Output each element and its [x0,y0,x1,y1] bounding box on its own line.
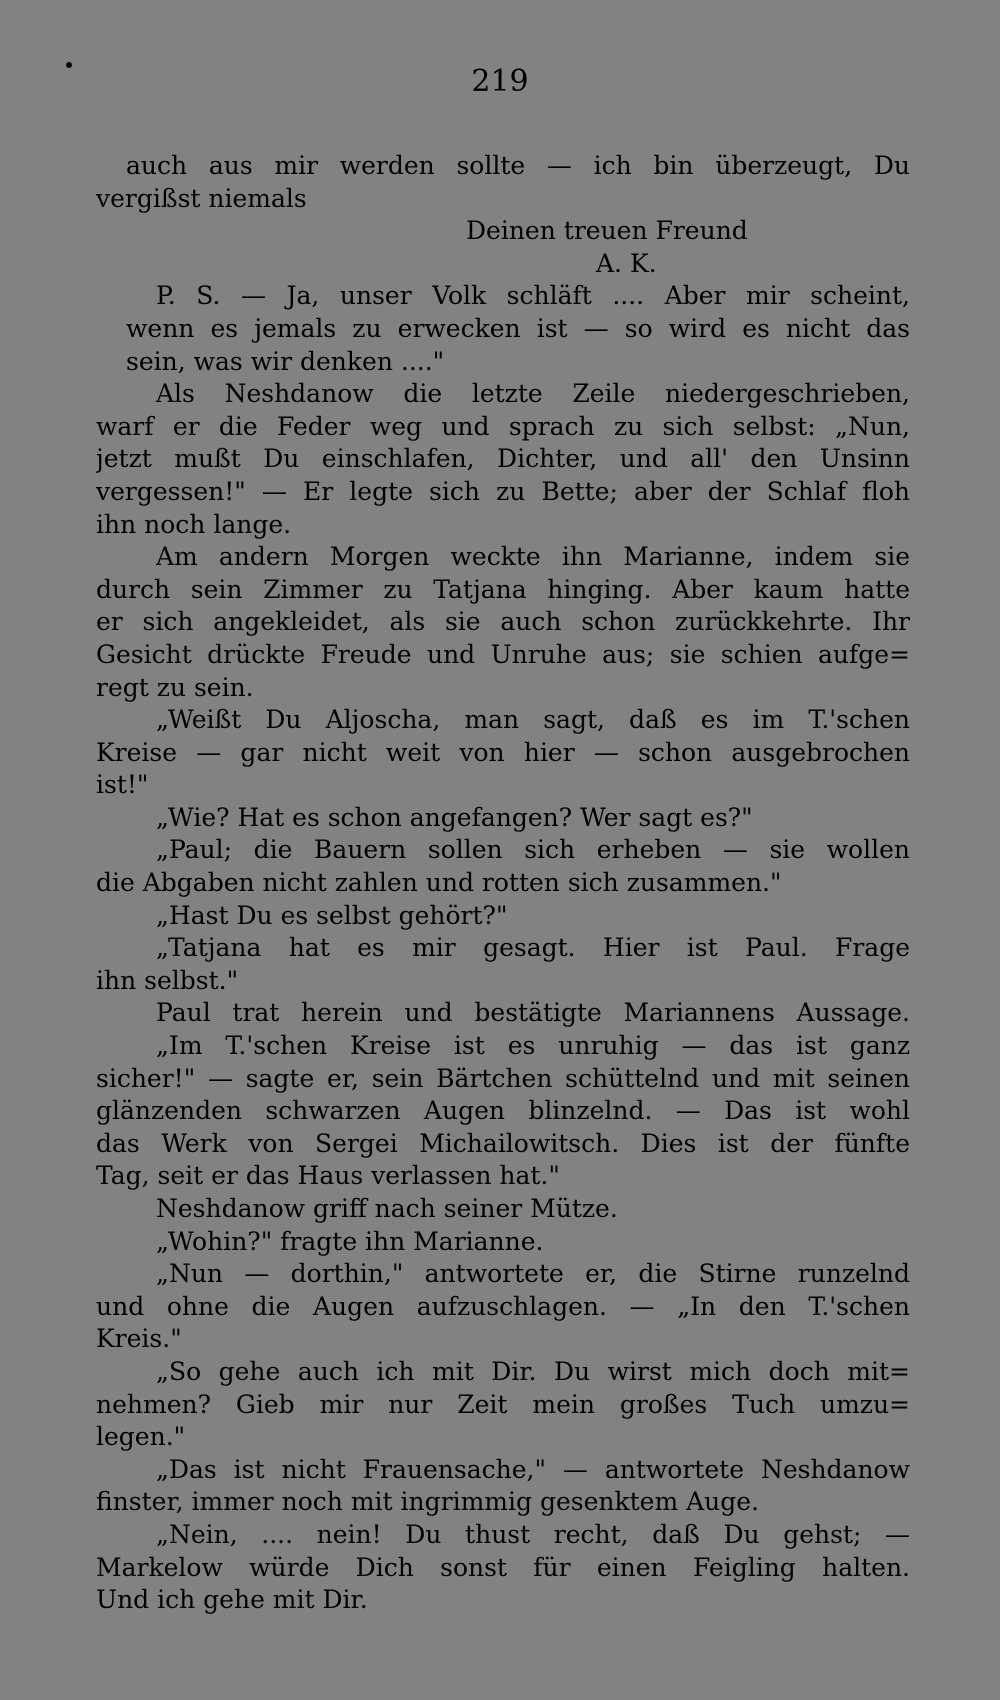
text-line: und ohne die Augen aufzuschlagen. — „In den T.'schen [96,1291,910,1321]
text-line: Gesicht drückte Freude und Unruhe aus; sie schien aufge= [96,639,910,669]
text-line: die Abgaben nicht zahlen und rotten sich zusammen." [96,868,782,898]
letter-closing: Deinen treuen Freund [466,216,748,246]
text-line: legen." [96,1422,186,1452]
text-line: wenn es jemals zu erwecken ist — so wird es nicht das [126,313,910,343]
text-line: Kreise — gar nicht weit von hier — schon ausgebrochen [96,737,910,767]
text-line: ihn noch lange. [96,509,292,539]
page-number: 219 [471,64,529,99]
text-line: das Werk von Sergei Michailowitsch. Dies ist der fünfte [96,1128,910,1158]
paragraph-start: „Wohin?" fragte ihn Marianne. [156,1226,544,1256]
text-line: regt zu sein. [96,672,254,702]
paragraph-start: „Nein, .... nein! Du thust recht, daß Du gehst; — [156,1519,910,1549]
paragraph-start: „Hast Du es selbst gehört?" [156,900,508,930]
text-line: vergißst niemals [96,183,307,213]
paragraph-start: „Im T.'schen Kreise ist es unruhig — das ist ganz [156,1031,910,1061]
paragraph-start: „Weißt Du Aljoscha, man sagt, daß es im T.'schen [156,705,910,735]
paragraph-start: Als Neshdanow die letzte Zeile niedergeschrieben, [156,379,910,409]
text-line: glänzenden schwarzen Augen blinzelnd. — Das ist wohl [96,1096,910,1126]
text-line: P. S. — Ja, unser Volk schläft .... Aber mir scheint, [156,281,910,311]
text-line: Markelow würde Dich sonst für einen Feigling halten. [96,1552,910,1582]
text-line: ihn selbst." [96,965,239,995]
paragraph-start: Neshdanow griff nach seiner Mütze. [156,1194,618,1223]
text-line: Und ich gehe mit Dir. [96,1585,368,1615]
text-line: warf er die Feder weg und sprach zu sich selbst: „Nun, [96,411,910,441]
text-line: Kreis." [96,1324,182,1354]
text-line: er sich angekleidet, als sie auch schon zurückkehrte. Ihr [96,607,910,637]
body-text [96,150,910,1617]
text-line: Tag, seit er das Haus verlassen hat." [96,1161,560,1191]
paragraph-start: „Wie? Hat es schon angefangen? Wer sagt es?" [156,802,753,832]
text-line: durch sein Zimmer zu Tatjana hinging. Aber kaum hatte [96,574,910,604]
text-line: vergessen!" — Er legte sich zu Bette; aber der Schlaf floh [96,476,910,506]
text-line: jetzt mußt Du einschlafen, Dichter, und all' den Unsinn [96,444,910,474]
paragraph-start: „Das ist nicht Frauensache," — antwortete Neshdanow [156,1454,910,1484]
text-line: finster, immer noch mit ingrimmig gesenktem Auge. [96,1487,760,1517]
paragraph-start: Am andern Morgen weckte ihn Marianne, indem sie [156,542,910,572]
paragraph-start: „Paul; die Bauern sollen sich erheben — sie wollen [156,835,910,865]
text-line: sicher!" — sagte er, sein Bärtchen schüttelnd und mit seinen [96,1063,910,1093]
text-line: auch aus mir werden sollte — ich bin überzeugt, Du [126,151,910,180]
paragraph-start: „So gehe auch ich mit Dir. Du wirst mich doch mit= [156,1356,910,1386]
paragraph-start: „Nun — dorthin," antwortete er, die Stirne runzelnd [156,1259,910,1289]
text-line: nehmen? Gieb mir nur Zeit mein großes Tuch umzu= [96,1389,910,1419]
text-line: sein, was wir denken ...." [126,346,445,376]
letter-signature: A. K. [596,248,657,278]
paragraph-start: „Tatjana hat es mir gesagt. Hier ist Paul. Frage [156,933,910,963]
text-line: ist!" [96,770,149,800]
paragraph-start: Paul trat herein und bestätigte Mariannens Aussage. [156,998,910,1028]
